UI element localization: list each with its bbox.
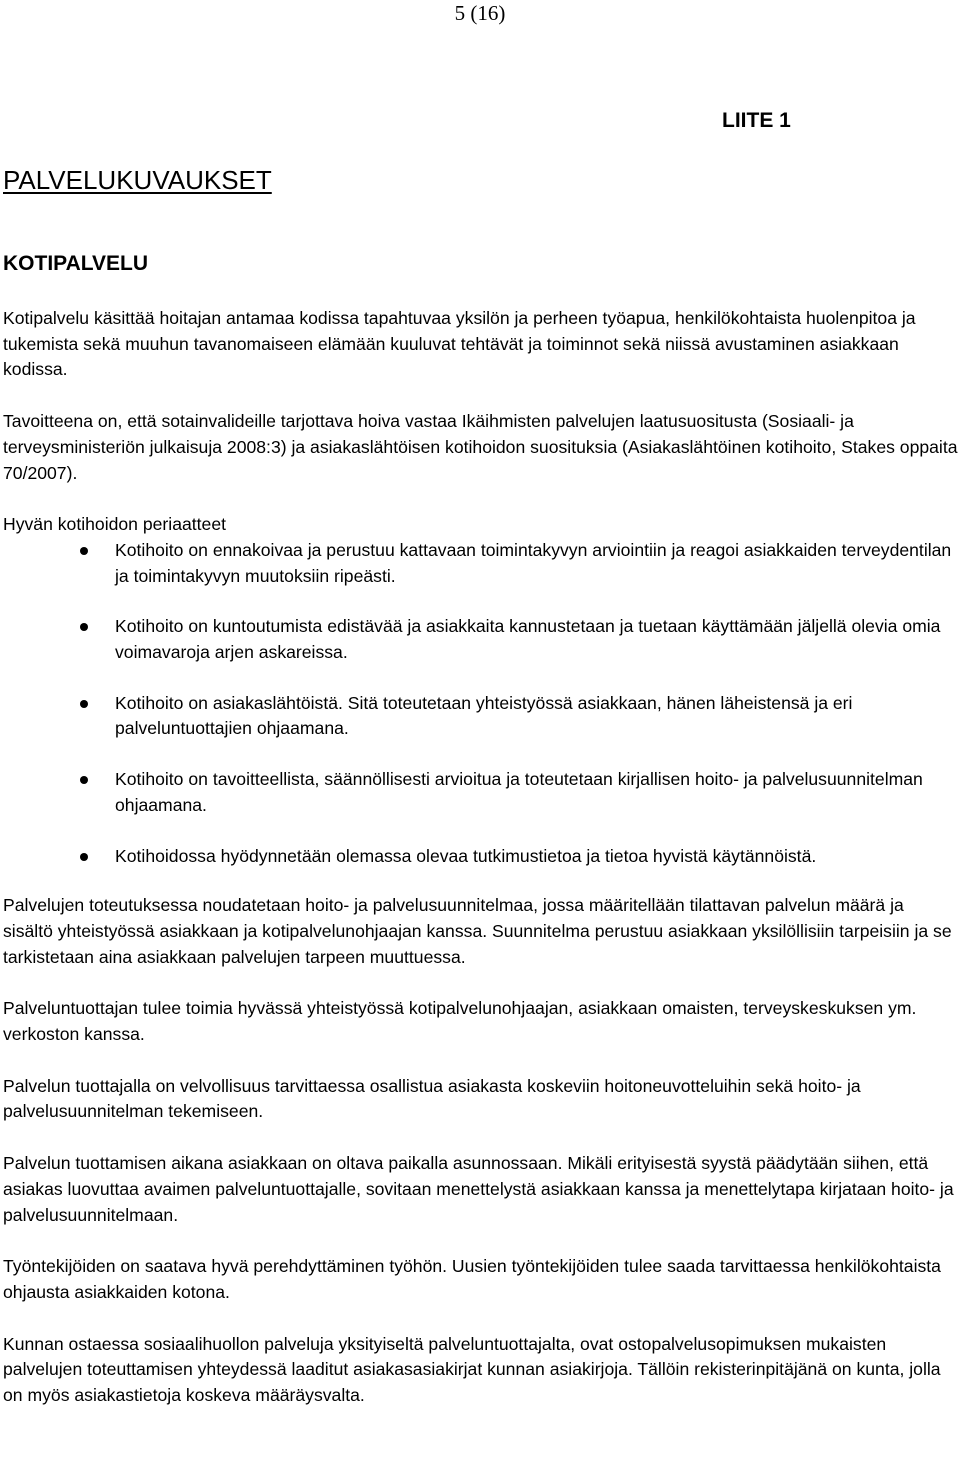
bullet-icon [80,547,88,555]
implementation-paragraph: Palvelujen toteutuksessa noudatetaan hoito- ja palvelusuunnitelmaa, jossa määritellään tilattavan palvelun määrä ja sisältö yhteistyössä asiakkaan ja kotipalvelunohjaajan kanssa. Suunnitelma perustuu asiakkaan yksilöllisiin tarpeisiin ja se tarkistetaan aina asiakkaan palvelujen tarpeen muuttuessa. [3,895,952,967]
orientation-paragraph: Työntekijöiden on saatava hyvä perehdyttäminen työhön. Uusien työntekijöiden tulee saada tarvittaessa henkilökohtaista ohjausta asiakkaiden kotona. [3,1256,941,1302]
list-item-text: Kotihoito on asiakaslähtöistä. Sitä toteutetaan yhteistyössä asiakkaan, hänen läheistensä ja eri palveluntuottajien ohjaamana. [115,692,853,739]
document-body [3,306,958,1409]
list-item [3,538,958,589]
list-item [3,691,958,742]
section-heading: KOTIPALVELU [3,252,149,275]
list-item [3,614,958,665]
principles-heading: Hyvän kotihoidon periaatteet [3,514,226,535]
list-item-text: Kotihoito on ennakoivaa ja perustuu kattavaan toimintakyvyn arviointiin ja reagoi asiakkaiden terveydentilan ja toimintakyvyn muutoksiin ripeästi. [115,539,952,586]
appendix-label: LIITE 1 [722,109,791,132]
list-item-text: Kotihoito on kuntoutumista edistävää ja asiakkaita kannustetaan ja tuetaan käyttämään jäljellä olevia omia voimavaroja arjen askareissa. [115,616,941,663]
page-number: 5 (16) [454,1,506,25]
goal-paragraph: Tavoitteena on, että sotainvalideille tarjottava hoiva vastaa Ikäihmisten palvelujen laatusuositusta (Sosiaali- ja terveysministeriön julkaisuja 2008:3) ja asiakaslähtöisen kotihoidon suosituksia (Asiakaslähtöinen kotihoito, Stakes oppaita 70/2007). [3,411,958,483]
list-item-text: Kotihoito on tavoitteellista, säännöllisesti arvioitua ja toteutetaan kirjallisen hoito- ja palvelusuunnitelman ohjaamana. [115,769,923,815]
principles-list [3,538,958,869]
intro-paragraph: Kotipalvelu käsittää hoitajan antamaa kodissa tapahtuvaa yksilön ja perheen työapua, henkilökohtaista huolenpitoa ja tukemista sekä muuhun tavanomaiseen elämään kuuluvat tehtävät ja toiminnot sekä niissä avustaminen asiakkaan kodissa. [3,308,916,380]
bullet-icon [80,853,88,861]
meetings-paragraph: Palvelun tuottajalla on velvollisuus tarvittaessa osallistua asiakasta koskeviin hoitoneuvotteluihin sekä hoito- ja palvelusuunnitelman tekemiseen. [3,1075,861,1122]
bullet-icon [80,700,88,708]
list-item [3,767,958,818]
presence-paragraph: Palvelun tuottamisen aikana asiakkaan on oltava paikalla asunnossaan. Mikäli erityisestä syystä päädytään siihen, että asiakas luovuttaa avaimen palveluntuottajalle, sovitaan menettelystä asiakkaan kanssa ja menettelytapa kirjataan hoito- ja palvelusuunnitelmaan. [3,1153,954,1225]
bullet-icon [80,776,88,784]
list-item-text: Kotihoidossa hyödynnetään olemassa olevaa tutkimustietoa ja tietoa hyvistä käytännöistä. [115,845,817,866]
contract-paragraph: Kunnan ostaessa sosiaalihuollon palveluja yksityiseltä palveluntuottajalta, ovat ostopalvelusopimuksen mukaisten palvelujen toteuttamisen yhteydessä laaditut asiakasasiakirjat kunnan asiakirjoja. Tällöin rekisterinpitäjänä on kunta, jolla on myös asiakastietoja koskeva määräysvalta. [3,1333,941,1406]
cooperation-paragraph: Palveluntuottajan tulee toimia hyvässä yhteistyössä kotipalvelunohjaajan, asiakkaan omaisten, terveyskeskuksen ym. verkoston kanssa. [3,998,917,1045]
list-item [3,844,958,870]
document-title: PALVELUKUVAUKSET [3,165,272,195]
bullet-icon [80,623,88,631]
